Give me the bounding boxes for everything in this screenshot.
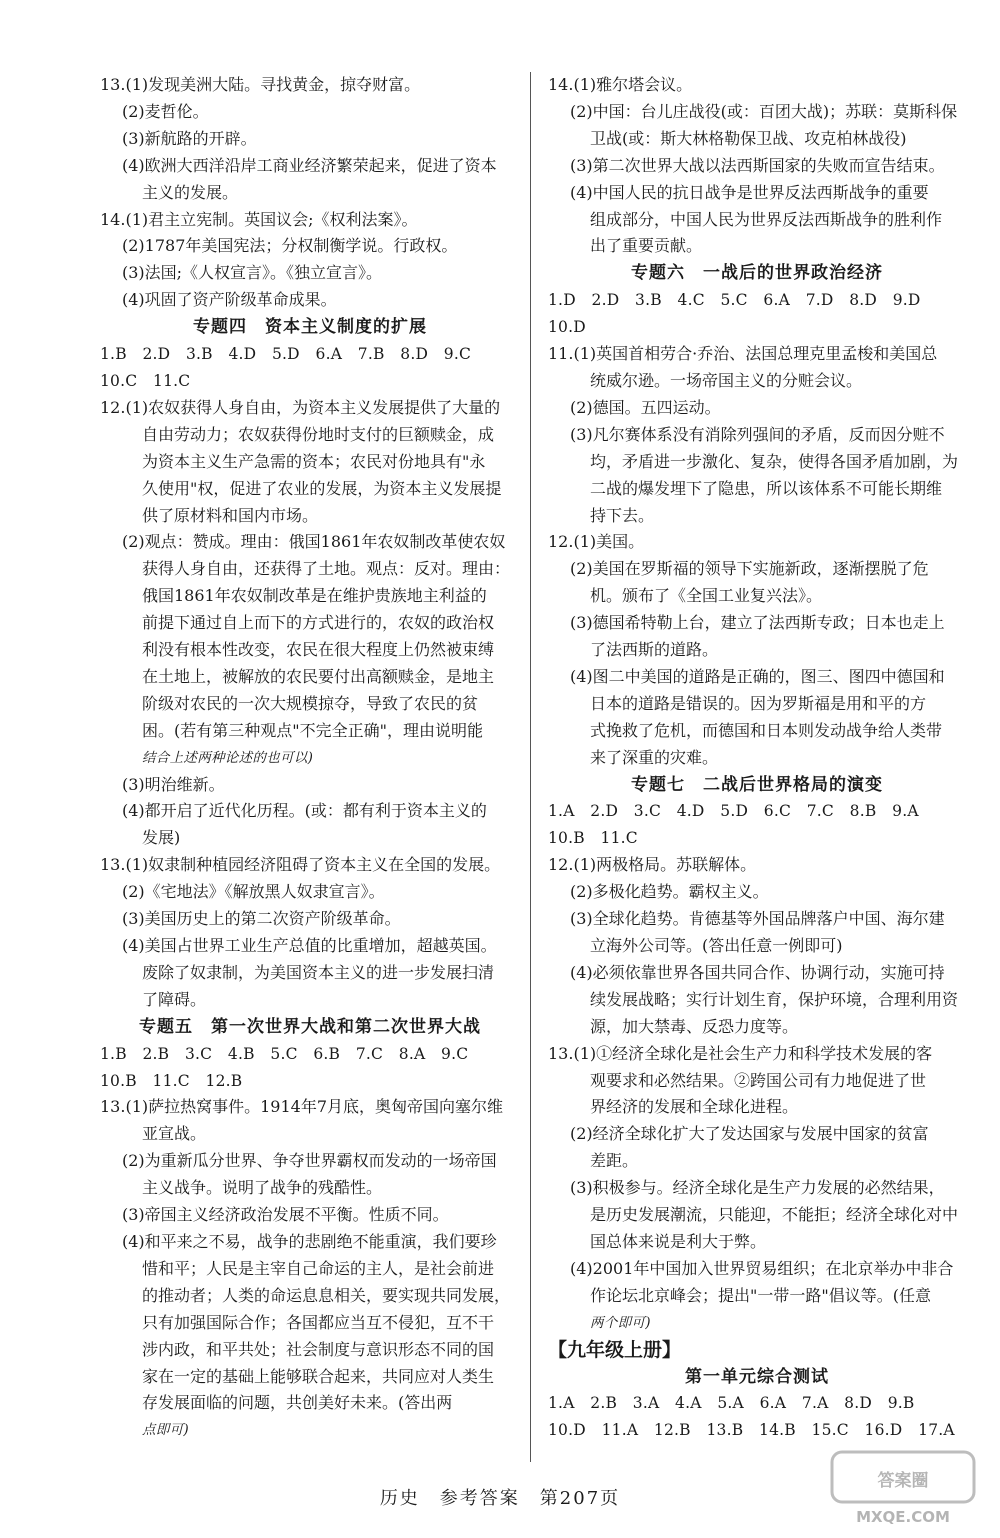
answer-line: 自由劳动力；农奴获得份地时支付的巨额赎金，成 xyxy=(142,424,495,444)
answer-line: 12.(1)两极格局。苏联解体。 xyxy=(548,855,757,875)
answer-key-row: 1.A 2.D 3.C 4.D 5.D 6.C 7.C 8.B 9.A xyxy=(548,802,919,821)
answer-line: 获得人身自由，还获得了土地。观点：反对。理由： xyxy=(142,559,511,579)
answer-line: 12.(1)农奴获得人身自由，为资本主义发展提供了大量的 xyxy=(100,397,501,417)
answer-line: (2)经济全球化扩大了发达国家与发展中国家的贫富 xyxy=(570,1124,929,1144)
answer-line: (3)积极参与。经济全球化是生产力发展的必然结果， xyxy=(570,1178,945,1198)
answer-line: 卫战(或：斯大林格勒保卫战、攻克柏林战役) xyxy=(590,128,907,148)
answer-line: (3)新航路的开辟。 xyxy=(122,128,257,148)
answer-line: 俄国1861年农奴制改革是在维护贵族地主利益的 xyxy=(142,586,487,606)
answer-key-row: 1.A 2.B 3.A 4.A 5.A 6.A 7.A 8.D 9.B xyxy=(548,1394,915,1413)
answer-note: 结合上述两种论述的也可以) xyxy=(142,749,314,766)
answer-key-row: 10.C 11.C xyxy=(100,371,191,390)
answer-line: 供了原材料和国内市场。 xyxy=(142,505,319,525)
answer-line: (3)帝国主义经济政治发展不平衡。性质不同。 xyxy=(122,1205,449,1225)
answer-line: 国总体来说是利大于弊。 xyxy=(590,1231,767,1251)
answer-line: 存发展面临的问题，共创美好未来。(答出两 xyxy=(142,1393,453,1413)
answer-line: 作论坛北京峰会；提出"一带一路"倡议等。(任意 xyxy=(590,1285,931,1305)
watermark-logo-icon xyxy=(828,1448,978,1528)
answer-line: (4)图二中美国的道路是正确的，图三、图四中德国和 xyxy=(570,666,945,686)
answer-line: (3)第二次世界大战以法西斯国家的失败而宣告结束。 xyxy=(570,155,945,175)
answer-line: 14.(1)雅尔塔会议。 xyxy=(548,75,693,94)
answer-key-row: 10.B 11.C xyxy=(548,829,638,848)
answer-line: 13.(1)萨拉热窝事件。1914年7月底，奥匈帝国向塞尔维 xyxy=(100,1097,504,1117)
answer-line: 为资本主义生产急需的资本；农民对份地具有"永 xyxy=(142,451,486,471)
answer-line: 11.(1)英国首相劳合·乔治、法国总理克里孟梭和美国总 xyxy=(548,344,938,364)
answer-line: (2)麦哲伦。 xyxy=(122,101,209,121)
answer-line: 主义的发展。 xyxy=(142,182,239,202)
answer-line: (4)美国占世界工业生产总值的比重增加，超越英国。 xyxy=(122,936,497,955)
answer-line: 主义战争。说明了战争的残酷性。 xyxy=(142,1178,383,1198)
answer-line: 界经济的发展和全球化进程。 xyxy=(590,1097,799,1117)
answer-key-row: 10.D xyxy=(548,318,586,337)
answer-line: 持下去。 xyxy=(590,505,655,525)
answer-line: (2)1787年美国宪法；分权制衡学说。行政权。 xyxy=(122,236,458,256)
left-column xyxy=(100,72,520,1444)
right-column xyxy=(548,72,966,1444)
answer-line: 13.(1)发现美洲大陆。寻找黄金，掠夺财富。 xyxy=(100,75,421,94)
answer-note: 点即可) xyxy=(142,1422,189,1439)
answer-line: 13.(1)奴隶制种植园经济阻碍了资本主义在全国的发展。 xyxy=(100,855,501,875)
answer-line: 了法西斯的道路。 xyxy=(590,640,719,660)
answer-line: 12.(1)美国。 xyxy=(548,532,645,552)
answer-line: (2)美国在罗斯福的领导下实施新政，逐渐摆脱了危 xyxy=(570,559,929,579)
answer-line: 来了深重的灾难。 xyxy=(590,747,719,767)
grade-label: 【九年级上册】 xyxy=(548,1338,682,1361)
answer-line: 源，加大禁毒、反恐力度等。 xyxy=(590,1016,799,1036)
answer-note: 两个即可) xyxy=(590,1314,651,1331)
answer-line: 亚宣战。 xyxy=(142,1124,207,1144)
section-heading: 第一单元综合测试 xyxy=(685,1366,829,1387)
answer-line: (3)德国希特勒上台，建立了法西斯专政；日本也走上 xyxy=(570,613,945,633)
answer-line: 均，矛盾进一步激化、复杂，使得各国矛盾加剧，为 xyxy=(590,451,959,471)
answer-line: (2)为重新瓜分世界、争夺世界霸权而发动的一场帝国 xyxy=(122,1151,497,1171)
answer-line: 机。颁布了《全国工业复兴法》。 xyxy=(590,586,823,606)
page-footer: 历史 参考答案 第207页 xyxy=(379,1488,621,1509)
answer-line: (4)中国人民的抗日战争是世界反法西斯战争的重要 xyxy=(570,182,929,202)
answer-key-row: 10.D 11.A 12.B 13.B 14.B 15.C 16.D 17.A xyxy=(548,1421,955,1440)
answer-line: 续发展战略；实行计划生育，保护环境，合理利用资 xyxy=(590,989,959,1009)
answer-line: (4)和平来之不易，战争的悲剧绝不能重演，我们要珍 xyxy=(122,1231,497,1251)
answer-line: 是历史发展潮流，只能迎，不能拒；经济全球化对中 xyxy=(590,1205,959,1225)
answer-line: 了障碍。 xyxy=(142,989,207,1009)
answer-line: 阶级对农民的一次大规模掠夺，导致了农民的贫 xyxy=(142,693,479,713)
answer-line: (2)中国：台儿庄战役(或：百团大战)；苏联：莫斯科保 xyxy=(570,101,958,121)
section-heading: 专题四 资本主义制度的扩展 xyxy=(193,317,427,338)
answer-key-row: 1.B 2.D 3.B 4.D 5.D 6.A 7.B 8.D 9.C xyxy=(100,345,472,364)
answer-line: (2)德国。五四运动。 xyxy=(570,397,721,417)
watermark-top-text: 答案圈 xyxy=(877,1471,929,1491)
section-heading: 专题七 二战后世界格局的演变 xyxy=(631,774,883,795)
answer-line: 久使用"权，促进了农业的发展，为资本主义发展提 xyxy=(142,478,502,498)
answer-key-row: 1.B 2.B 3.C 4.B 5.C 6.B 7.C 8.A 9.C xyxy=(100,1044,469,1063)
section-heading: 专题五 第一次世界大战和第二次世界大战 xyxy=(139,1016,481,1037)
answer-line: 在土地上，被解放的农民要付出高额赎金，是地主 xyxy=(142,666,495,686)
answer-line: 二战的爆发埋下了隐患，所以该体系不可能长期维 xyxy=(590,478,943,498)
answer-key-row: 1.D 2.D 3.B 4.C 5.C 6.A 7.D 8.D 9.D xyxy=(548,291,921,310)
answer-line: 日本的道路是错误的。因为罗斯福是用和平的方 xyxy=(590,693,927,713)
answer-line: 统威尔逊。一场帝国主义的分赃会议。 xyxy=(590,370,863,390)
answer-line: (2)《宅地法》《解放黑人奴隶宣言》。 xyxy=(122,882,385,902)
answer-line: 涉内政，和平共处；社会制度与意识形态不同的国 xyxy=(142,1339,495,1359)
watermark-bottom-text: MXQE.COM xyxy=(856,1508,950,1526)
answer-line: (4)欧洲大西洋沿岸工商业经济繁荣起来，促进了资本 xyxy=(122,155,497,175)
column-divider xyxy=(530,72,531,1462)
answer-line: 式挽救了危机，而德国和日本则发动战争给人类带 xyxy=(590,720,943,740)
answer-line: (2)观点：赞成。理由：俄国1861年农奴制改革使农奴 xyxy=(122,532,506,552)
answer-line: 惜和平；人民是主宰自己命运的主人，是社会前进 xyxy=(142,1258,495,1278)
answer-line: (4)必须依靠世界各国共同合作、协调行动，实施可持 xyxy=(570,962,945,982)
answer-line: 只有加强国际合作；各国都应当互不侵犯，互不干 xyxy=(142,1312,495,1332)
answer-line: (4)2001年中国加入世界贸易组织；在北京举办中非合 xyxy=(570,1258,954,1278)
answer-line: 观要求和必然结果。②跨国公司有力地促进了世 xyxy=(590,1070,927,1090)
answer-key-row: 10.B 11.C 12.B xyxy=(100,1071,243,1090)
answer-line: 利没有根本性改变，农民在很大程度上仍然被束缚 xyxy=(142,640,495,660)
answer-line: 14.(1)君主立宪制。英国议会;《权利法案》。 xyxy=(100,209,418,229)
answer-line: (3)全球化趋势。肯德基等外国品牌落户中国、海尔建 xyxy=(570,909,945,929)
answer-line: 出了重要贡献。 xyxy=(590,236,703,256)
answer-line: 组成部分，中国人民为世界反法西斯战争的胜利作 xyxy=(590,209,943,229)
answer-line: 前提下通过自上而下的方式进行的，农奴的政治权 xyxy=(142,613,495,633)
answer-line: 发展) xyxy=(142,828,181,848)
answer-line: 困。(若有第三种观点"不完全正确"，理由说明能 xyxy=(142,720,483,740)
answer-line: 的推动者；人类的命运息息相关，要实现共同发展， xyxy=(142,1285,511,1305)
answer-line: (3)美国历史上的第二次资产阶级革命。 xyxy=(122,909,401,929)
answer-line: (4)都开启了近代化历程。(或：都有利于资本主义的 xyxy=(122,801,487,821)
answer-line: 13.(1)①经济全球化是社会生产力和科学技术发展的客 xyxy=(548,1043,933,1063)
answer-line: 立海外公司等。(答出任意一例即可) xyxy=(590,936,843,955)
answer-line: (3)凡尔赛体系没有消除列强间的矛盾，反而因分赃不 xyxy=(570,424,945,444)
answer-line: (3)法国;《人权宣言》。《独立宣言》。 xyxy=(122,263,383,283)
answer-line: (3)明治维新。 xyxy=(122,774,225,794)
answer-line: (4)巩固了资产阶级革命成果。 xyxy=(122,290,337,310)
answer-line: 废除了奴隶制，为美国资本主义的进一步发展扫清 xyxy=(142,962,495,982)
section-heading: 专题六 一战后的世界政治经济 xyxy=(631,263,883,284)
answer-line: 家在一定的基础上能够联合起来，共同应对人类生 xyxy=(142,1366,495,1386)
answer-line: 差距。 xyxy=(590,1151,639,1171)
answer-line: (2)多极化趋势。霸权主义。 xyxy=(570,882,769,902)
